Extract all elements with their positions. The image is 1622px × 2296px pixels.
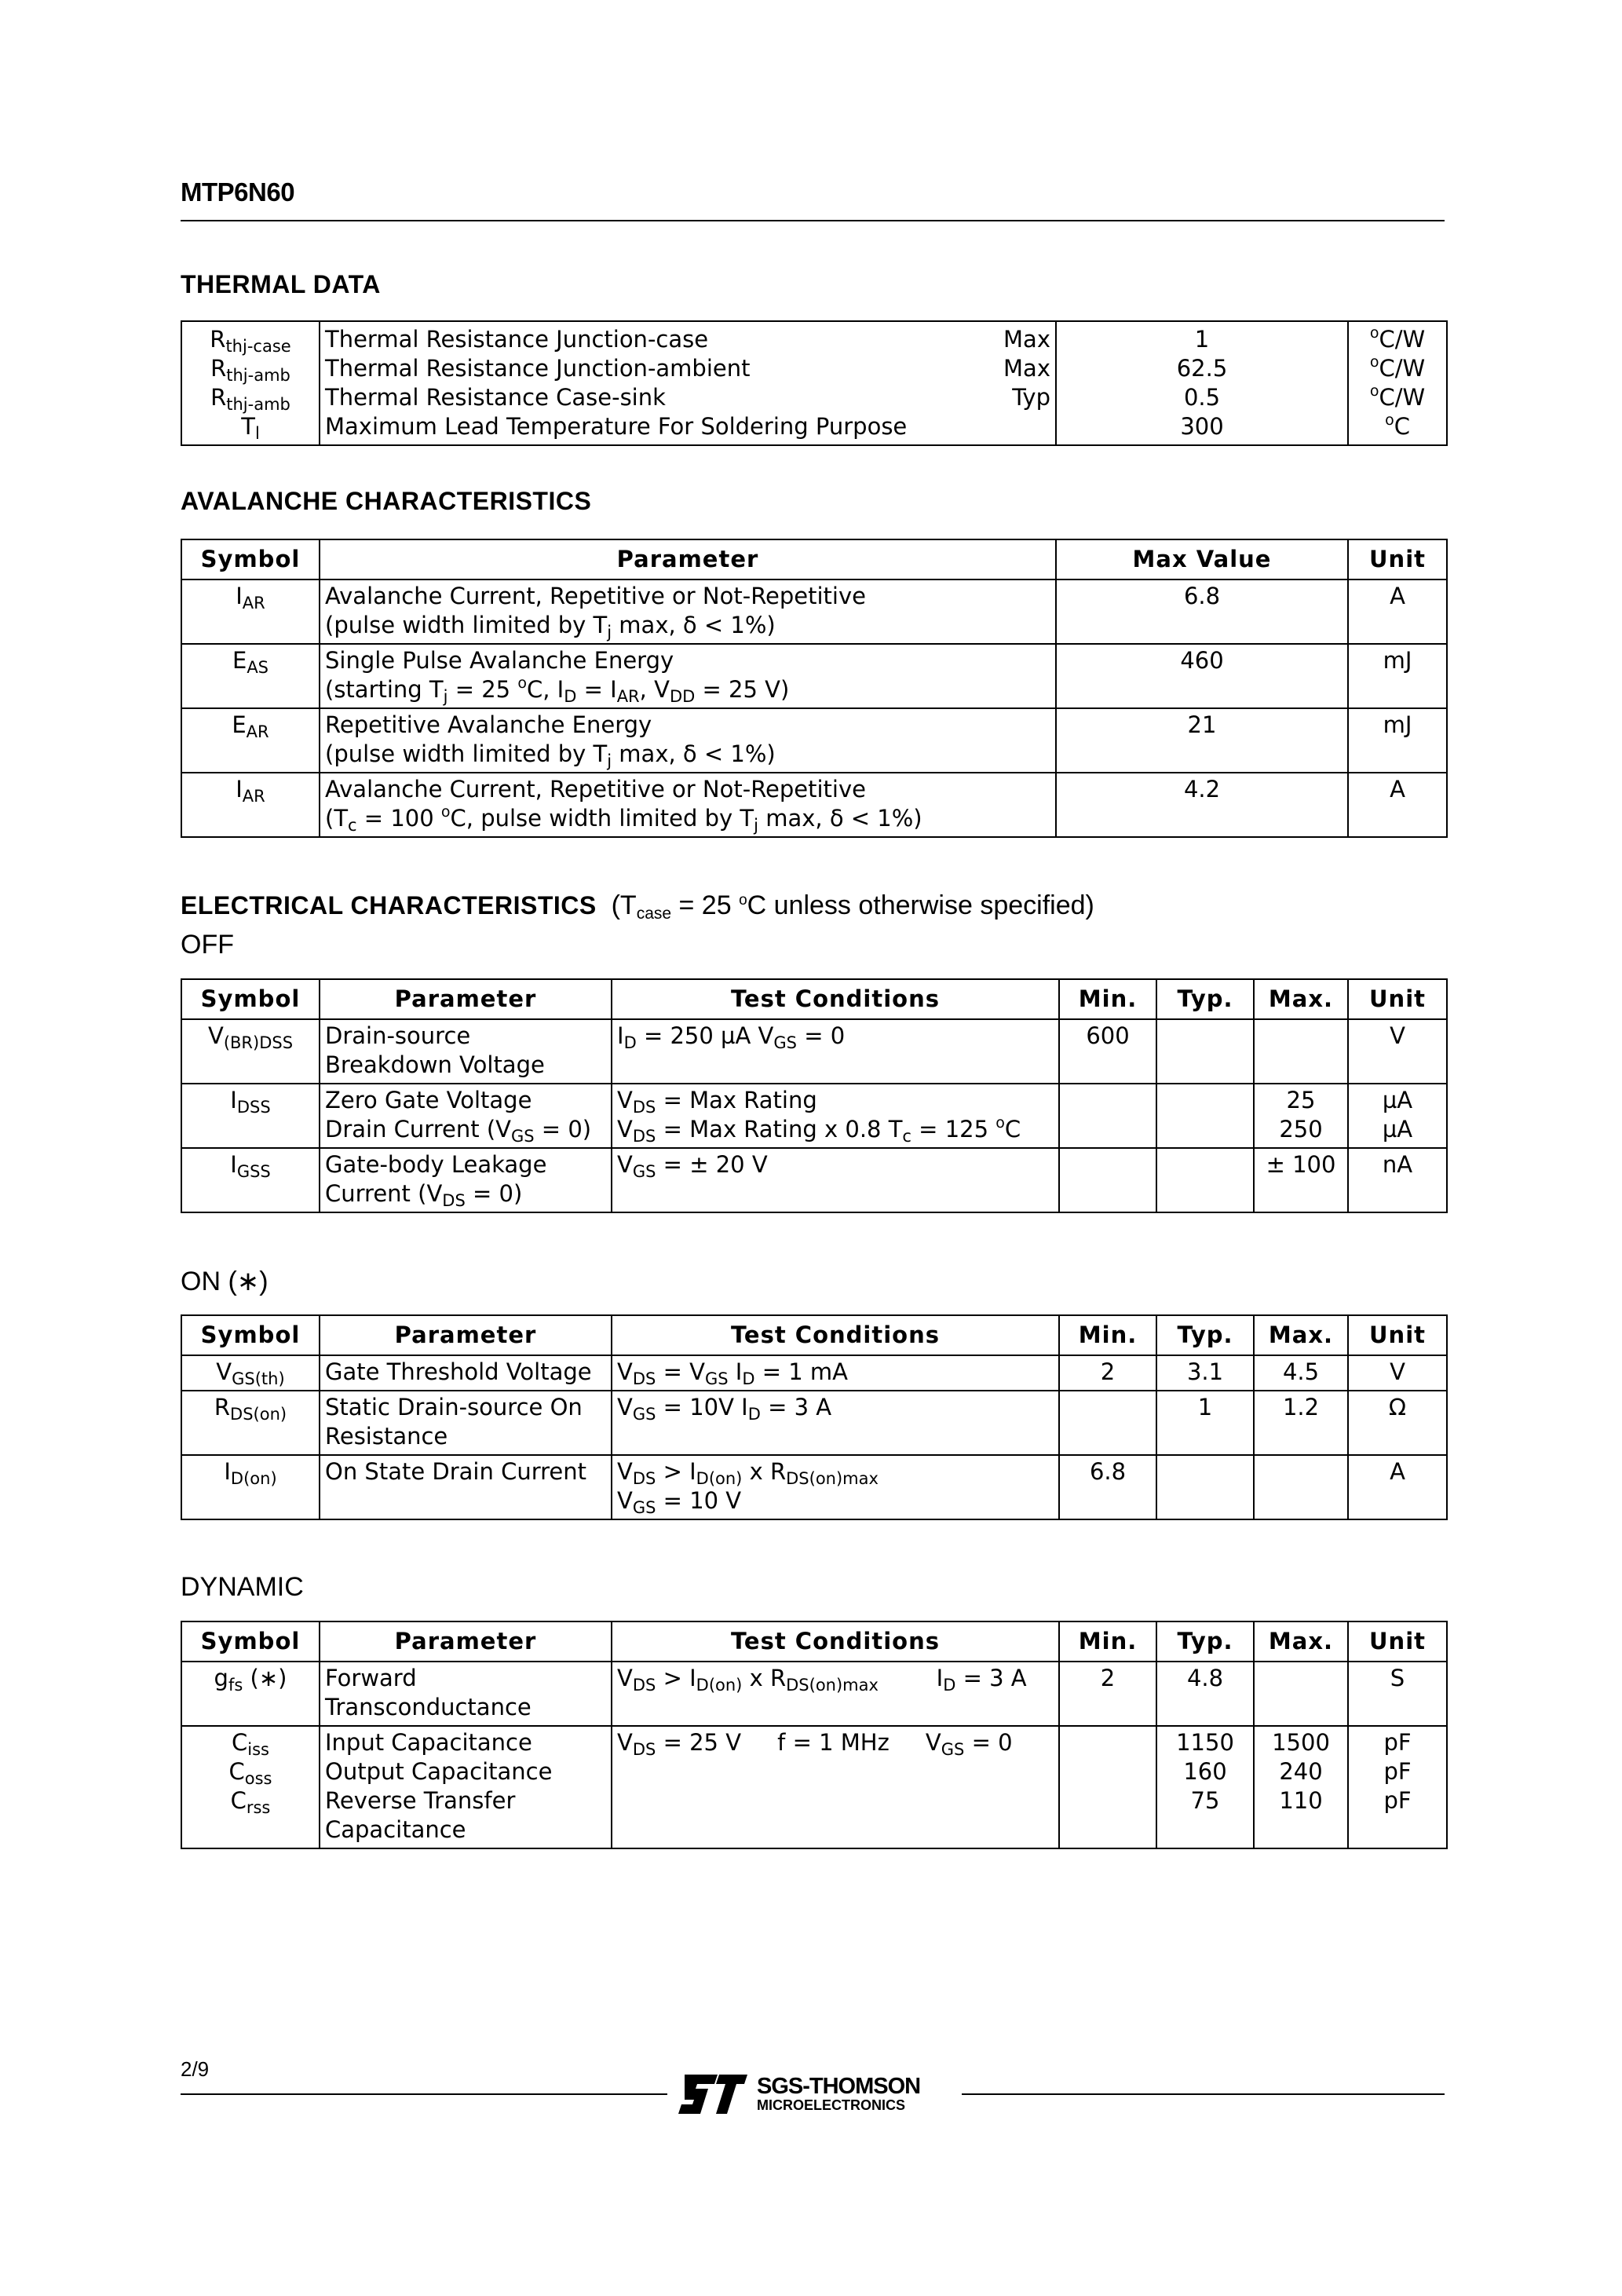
- table-row: $C_{iss}$ $C_{oss}$ $C_{rss}$ Input Capacitance Output Capacitance Reverse Transfer Capacitance $V_{DS} = 25$ V f = 1 MHz $V_{GS} = 0$ 1150 160 75 1500 240 110 pF pF pF: [181, 1726, 1447, 1848]
- sgs-thomson-logo: [677, 2071, 920, 2117]
- dynamic-label: DYNAMIC: [181, 1572, 304, 1602]
- logo-subtitle: MICROELECTRONICS: [757, 2097, 905, 2113]
- table-header-row: Symbol Parameter Test Conditions Min. Typ. Max. Unit: [181, 979, 1447, 1019]
- footer-rule-right: [962, 2093, 1445, 2095]
- table-header-row: Symbol Parameter Test Conditions Min. Typ. Max. Unit: [181, 1315, 1447, 1355]
- table-row: $V_{GS(th)}$ Gate Threshold Voltage $V_{DS} = V_{GS}$ $I_D = 1$ mA 2 3.1 4.5 V: [181, 1355, 1447, 1391]
- table-row: $I_{GSS}$ Gate-body Leakage Current $(V_{DS} = 0)$ $V_{GS}$ = ± 20 V ± 100 nA: [181, 1148, 1447, 1212]
- logo-name: SGS-THOMSON: [757, 2074, 921, 2099]
- table-row: $I_{AR}$ Avalanche Current, Repetitive or Not-Repetitive ($T_c = 100$ $^o$C, pulse width limited by $T_j$ max, δ < 1%) 4.2 A: [181, 773, 1447, 837]
- electrical-heading: [181, 890, 1094, 921]
- table-row: $T_l$ Maximum Lead Temperature For Soldering Purpose 300 $^o$C: [181, 412, 1447, 445]
- table-row: $I_{D(on)}$ On State Drain Current $V_{DS} > I_{D(on)}$ x $R_{DS(on)max}$ $V_{GS} = 10$ V 6.8 A: [181, 1455, 1447, 1519]
- footer-rule-left: [181, 2093, 667, 2095]
- thermal-data-table: [181, 320, 1448, 446]
- off-label: OFF: [181, 930, 234, 960]
- avalanche-table: [181, 539, 1448, 838]
- off-table: [181, 978, 1448, 1213]
- table-row: $R_{thj-case}$ Thermal Resistance Junction-case Max 1 $^o$C/W: [181, 321, 1447, 354]
- table-row: $I_{DSS}$ Zero Gate Voltage Drain Current $(V_{GS} = 0)$ $V_{DS}$ = Max Rating $V_{DS}$ = Max Rating x 0.8 $T_c = 125$ $^o$C 25 250 µA µA: [181, 1084, 1447, 1148]
- st-logo-icon: [677, 2071, 749, 2117]
- table-header-row: Symbol Parameter Test Conditions Min. Typ. Max. Unit: [181, 1621, 1447, 1662]
- dynamic-table: [181, 1621, 1448, 1849]
- avalanche-heading: AVALANCHE CHARACTERISTICS: [181, 487, 592, 515]
- thermal-data-heading: THERMAL DATA: [181, 270, 381, 298]
- table-row: $E_{AR}$ Repetitive Avalanche Energy (pulse width limited by $T_j$ max, δ < 1%) 21 mJ: [181, 708, 1447, 773]
- table-row: $R_{thj-amb}$ Thermal Resistance Junction-ambient Max 62.5 $^o$C/W: [181, 354, 1447, 383]
- table-row: $V_{(BR)DSS}$ Drain-source Breakdown Voltage $I_D = 250$ µA $V_{GS} = 0$ 600 V: [181, 1019, 1447, 1084]
- table-row: $I_{AR}$ Avalanche Current, Repetitive or Not-Repetitive (pulse width limited by $T_j$ max, δ < 1%) 6.8 A: [181, 579, 1447, 644]
- electrical-title: ELECTRICAL CHARACTERISTICS: [181, 891, 597, 919]
- table-row: $R_{DS(on)}$ Static Drain-source On Resistance $V_{GS} = 10V$ $I_D = 3$ A 1 1.2 Ω: [181, 1391, 1447, 1455]
- document-title: MTP6N60: [181, 177, 295, 207]
- on-label: ON (∗): [181, 1267, 269, 1296]
- header-divider: [181, 220, 1445, 221]
- table-row: $g_{fs}$ (∗) Forward Transconductance $V_{DS} > I_{D(on)}$ x $R_{DS(on)max}$ $I_D = 3$ A 2 4.8 S: [181, 1662, 1447, 1726]
- table-header-row: Symbol Parameter Max Value Unit: [181, 539, 1447, 579]
- table-row: $R_{thj-amb}$ Thermal Resistance Case-sink Typ 0.5 $^o$C/W: [181, 383, 1447, 412]
- page-number: 2/9: [181, 2057, 210, 2081]
- table-row: $E_{AS}$ Single Pulse Avalanche Energy (starting $T_j = 25$ $^o$C, $I_D = I_{AR}$, $V_{DD} = 25$ V) 460 mJ: [181, 644, 1447, 708]
- electrical-condition: ($T_{case} = 25$ $^o$C unless otherwise specified): [611, 890, 1094, 923]
- on-table: [181, 1314, 1448, 1520]
